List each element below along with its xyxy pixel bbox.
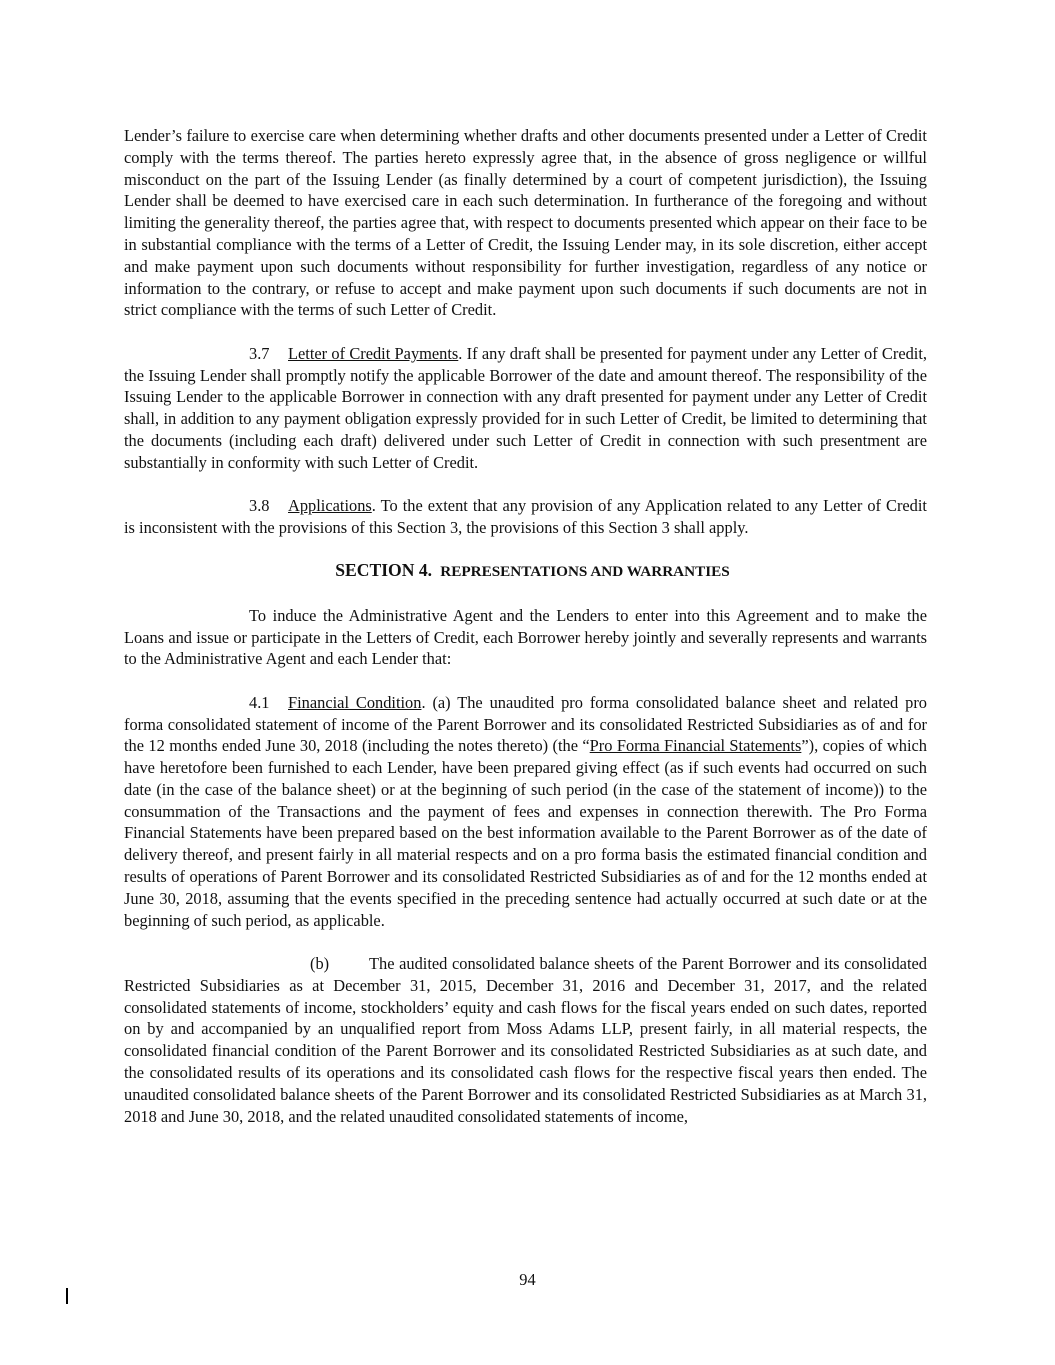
document-page	[124, 125, 927, 1127]
revision-change-bar	[66, 1288, 68, 1304]
section-text-b: ”), copies of which have heretofore been furnished to each Lender, have been prepared giving effect (as if such events had occurred on such date (in the case of the balance sheet) or at the beginning of such period (in the case of the statement of income)) to the consummation of the Transactions and the payment of fees and expenses in connection therewith. The Pro Forma Financial Statements have been prepared based on the best information available to the Parent Borrower as of the date of delivery thereof, and present fairly in all material respects and on a pro forma basis the estimated financial condition and results of operations of Parent Borrower and its consolidated Restricted Subsidiaries as of and for the 12 months ended at June 30, 2018, assuming that the events specified in the preceding sentence had actually occurred at such date or at the beginning of such period, as applicable.	[124, 736, 927, 930]
heading-section-number: SECTION 4.	[335, 560, 433, 581]
section-3-7-paragraph	[124, 343, 927, 474]
subsection-text: The audited consolidated balance sheets of the Parent Borrower and its consolidated Restricted Subsidiaries as at December 31, 2015, December 31, 2016 and December 31, 2017, and the related consolidated statements of income, stockholders’ equity and cash flows for the fiscal years ended on such dates, reported on by and accompanied by an unqualified report from Moss Adams LLP, present fairly, in all material respects, the consolidated financial condition of the Parent Borrower and its consolidated Restricted Subsidiaries as at such date, and the consolidated results of its operations and its consolidated cash flows for the respective fiscal years then ended. The unaudited consolidated balance sheets of the Parent Borrower and its consolidated Restricted Subsidiaries as at March 31, 2018 and June 30, 2018, and the related unaudited consolidated statements of income,	[124, 954, 927, 1126]
section-title: Applications	[288, 496, 372, 516]
defined-term: Pro Forma Financial Statements	[589, 736, 802, 756]
section-4-heading	[124, 560, 927, 583]
section-text: . If any draft shall be presented for payment under any Letter of Credit, the Issuing Lender shall promptly notify the applicable Borrower of the date and amount thereof. The responsibility of the Issuing Lender to the applicable Borrower in connection with any draft presented for payment under any Letter of Credit shall, in addition to any payment obligation expressly provided for in such Letter of Credit, be limited to determining that the documents (including each draft) delivered under such Letter of Credit in connection with such presentment are substantially in conformity with such Letter of Credit.	[124, 343, 927, 472]
section-text: . To the extent that any provision of any Application related to any Letter of Credit is inconsistent with the provisions of this Section 3, the provisions of this Section 3 shall apply.	[124, 496, 927, 537]
section-4-1-paragraph	[124, 692, 927, 932]
section-3-8-paragraph	[124, 495, 927, 539]
section-number: 3.8	[249, 496, 270, 516]
section-number: 4.1	[249, 692, 270, 712]
subsection-label: (b)	[310, 954, 330, 974]
page-number: 94	[519, 1270, 536, 1289]
section-title: Letter of Credit Payments	[288, 343, 459, 363]
paragraph-continuation: Lender’s failure to exercise care when determining whether drafts and other documents presented under a Letter of Credit comply with the terms thereof. The parties hereto expressly agree that, in the absence of gross negligence or willful misconduct on the part of the Issuing Lender (as finally determined by a court of competent jurisdiction), the Issuing Lender shall be deemed to have exercised care in each such determination. In furtherance of the foregoing and without limiting the generality thereof, the parties agree that, with respect to documents presented which appear on their face to be in substantial compliance with the terms of a Letter of Credit, the Issuing Lender may, in its sole discretion, either accept and make payment upon such documents without responsibility for further investigation, regardless of any notice or information to the contrary, or refuse to accept and make payment upon such documents if such documents are not in strict compliance with the terms of such Letter of Credit.	[124, 126, 927, 320]
section-text-a: . (a) The unaudited pro forma consolidated balance sheet and related pro forma consolidated statement of income of the Parent Borrower and its consolidated Restricted Subsidiaries as of and for the 12 months ended June 30, 2018 (including the notes thereto) (the “	[124, 692, 927, 756]
section-4-1-b-paragraph	[124, 953, 927, 1127]
section-number: 3.7	[249, 343, 270, 363]
section-4-intro-paragraph: To induce the Administrative Agent and the Lenders to enter into this Agreement and to make the Loans and issue or participate in the Letters of Credit, each Borrower hereby jointly and severally represents and warrants to the Administrative Agent and each Lender that:	[124, 605, 927, 669]
heading-title: REPRESENTATIONS AND WARRANTIES	[440, 563, 730, 581]
section-title: Financial Condition	[288, 692, 422, 712]
